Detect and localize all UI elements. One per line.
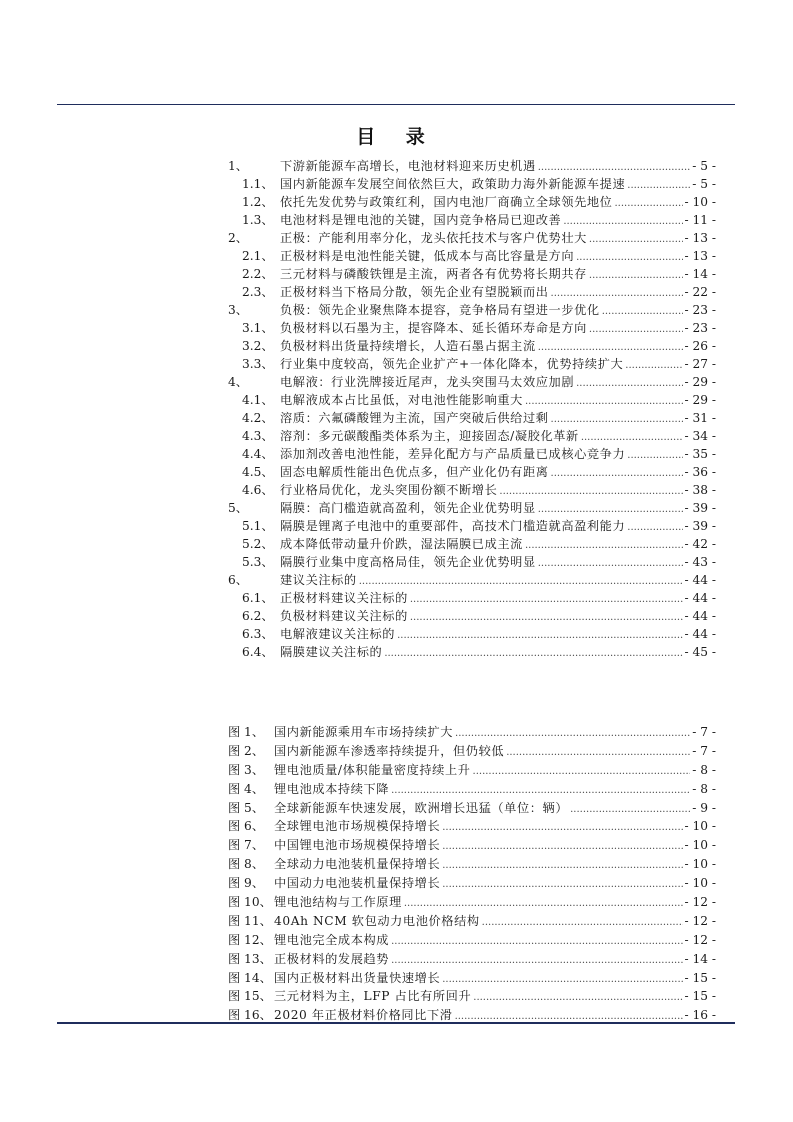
entry-title: 负极材料以石墨为主，提容降本、延长循环寿命是方向 bbox=[280, 321, 587, 335]
entry-page-number: - 7 - bbox=[692, 725, 716, 739]
entry-page-number: - 44 - bbox=[684, 573, 716, 587]
entry-number: 5.3、 bbox=[242, 555, 274, 569]
figure-entry[interactable] bbox=[228, 723, 716, 742]
entry-title: 溶质：六氟磷酸锂为主流，国产突破后供给过剩 bbox=[280, 411, 549, 425]
entry-number: 5.2、 bbox=[242, 537, 274, 551]
entry-number: 图 5、 bbox=[228, 800, 265, 815]
entry-title: 行业格局优化，龙头突围份额不断增长 bbox=[280, 483, 498, 497]
toc-entry[interactable] bbox=[242, 481, 716, 499]
figure-entry[interactable] bbox=[228, 855, 716, 874]
toc-entry[interactable] bbox=[228, 157, 716, 175]
entry-page-number: - 8 - bbox=[692, 781, 716, 796]
toc-entry[interactable] bbox=[242, 391, 716, 409]
entry-page-number: - 31 - bbox=[684, 411, 716, 425]
entry-page-number: - 12 - bbox=[684, 932, 716, 947]
entry-page-number: - 15 - bbox=[684, 989, 716, 1004]
entry-number: 4.2、 bbox=[242, 411, 274, 425]
entry-number: 4、 bbox=[228, 375, 248, 389]
entry-number: 图 4、 bbox=[228, 781, 265, 796]
toc-entry[interactable] bbox=[242, 517, 716, 535]
footer-rule bbox=[57, 1022, 735, 1024]
entry-title: 中国锂电池市场规模保持增长 bbox=[274, 838, 441, 853]
figure-entry[interactable] bbox=[228, 893, 716, 912]
entry-title: 40Ah NCM 软包动力电池价格结构 bbox=[274, 913, 480, 928]
entry-page-number: - 29 - bbox=[684, 375, 716, 389]
toc-entry[interactable] bbox=[242, 355, 716, 373]
entry-page-number: - 43 - bbox=[684, 555, 716, 569]
entry-page-number: - 35 - bbox=[684, 447, 716, 461]
entry-number: 3.3、 bbox=[242, 357, 274, 371]
entry-page-number: - 29 - bbox=[684, 393, 716, 407]
entry-number: 1、 bbox=[228, 159, 248, 173]
entry-number: 图 14、 bbox=[228, 970, 272, 985]
entry-title: 建议关注标的 bbox=[280, 573, 357, 587]
entry-title: 电解液成本占比虽低，对电池性能影响重大 bbox=[280, 393, 523, 407]
entry-number: 2.3、 bbox=[242, 285, 274, 299]
toc-entry[interactable] bbox=[242, 265, 716, 283]
entry-page-number: - 9 - bbox=[692, 800, 716, 815]
entry-title: 隔膜行业集中度高格局佳，领先企业优势明显 bbox=[280, 555, 536, 569]
entry-number: 图 9、 bbox=[228, 876, 265, 891]
entry-page-number: - 10 - bbox=[684, 819, 716, 834]
entry-page-number: - 39 - bbox=[684, 501, 716, 515]
entry-number: 图 10、 bbox=[228, 895, 272, 910]
entry-title: 隔膜是锂离子电池中的重要部件，高技术门槛造就高盈利能力 bbox=[280, 519, 626, 533]
entry-page-number: - 10 - bbox=[684, 195, 716, 209]
entry-page-number: - 26 - bbox=[684, 339, 716, 353]
entry-number: 图 6、 bbox=[228, 819, 265, 834]
entry-number: 图 16、 bbox=[228, 1008, 272, 1023]
figure-entry[interactable] bbox=[228, 761, 716, 780]
entry-title: 正极：产能利用率分化，龙头依托技术与客户优势壮大 bbox=[280, 231, 587, 245]
entry-number: 1.1、 bbox=[242, 177, 274, 191]
entry-title: 锂电池质量/体积能量密度持续上升 bbox=[274, 762, 471, 777]
toc-entry[interactable] bbox=[242, 553, 716, 571]
table-of-contents bbox=[0, 157, 793, 661]
entry-number: 1.3、 bbox=[242, 213, 274, 227]
figure-entry[interactable] bbox=[228, 931, 716, 950]
entry-number: 3.1、 bbox=[242, 321, 274, 335]
entry-title: 负极：领先企业聚焦降本提容，竞争格局有望进一步优化 bbox=[280, 303, 600, 317]
figure-entry[interactable] bbox=[228, 987, 716, 1006]
toc-entry[interactable] bbox=[242, 589, 716, 607]
entry-page-number: - 38 - bbox=[684, 483, 716, 497]
figure-entry[interactable] bbox=[228, 799, 716, 818]
toc-entry[interactable] bbox=[242, 607, 716, 625]
entry-title: 添加剂改善电池性能，差异化配方与产品质量已成核心竞争力 bbox=[280, 447, 626, 461]
entry-number: 1.2、 bbox=[242, 195, 274, 209]
entry-page-number: - 16 - bbox=[684, 1008, 716, 1023]
entry-page-number: - 42 - bbox=[684, 537, 716, 551]
entry-number: 4.3、 bbox=[242, 429, 274, 443]
header-rule bbox=[57, 104, 735, 105]
entry-title: 负极材料出货量持续增长，人造石墨占据主流 bbox=[280, 339, 536, 353]
toc-entry[interactable] bbox=[242, 445, 716, 463]
entry-number: 6、 bbox=[228, 573, 248, 587]
entry-number: 3、 bbox=[228, 303, 248, 317]
entry-title: 电解液：行业洗牌接近尾声，龙头突围马太效应加剧 bbox=[280, 375, 575, 389]
entry-page-number: - 45 - bbox=[684, 645, 716, 659]
entry-number: 图 3、 bbox=[228, 762, 265, 777]
entry-title: 锂电池结构与工作原理 bbox=[274, 895, 402, 910]
entry-page-number: - 23 - bbox=[684, 321, 716, 335]
entry-number: 3.2、 bbox=[242, 339, 274, 353]
entry-title: 固态电解质性能出色优点多，但产业化仍有距离 bbox=[280, 465, 549, 479]
entry-page-number: - 39 - bbox=[684, 519, 716, 533]
entry-number: 图 13、 bbox=[228, 951, 272, 966]
toc-entry[interactable] bbox=[228, 229, 716, 247]
entry-title: 电解液建议关注标的 bbox=[280, 627, 396, 641]
entry-page-number: - 15 - bbox=[684, 970, 716, 985]
entry-title: 成本降低带动量升价跌，湿法隔膜已成主流 bbox=[280, 537, 523, 551]
entry-number: 6.3、 bbox=[242, 627, 274, 641]
entry-title: 下游新能源车高增长，电池材料迎来历史机遇 bbox=[280, 159, 536, 173]
toc-entry[interactable] bbox=[242, 535, 716, 553]
entry-title: 全球新能源车快速发展，欧洲增长迅猛（单位：辆） bbox=[274, 800, 569, 815]
toc-entry[interactable] bbox=[242, 625, 716, 643]
figure-entry[interactable] bbox=[228, 836, 716, 855]
entry-title: 溶剂：多元碳酸酯类体系为主，迎接固态/凝胶化革新 bbox=[280, 429, 579, 443]
dot-leader bbox=[384, 645, 682, 663]
entry-number: 图 8、 bbox=[228, 857, 265, 872]
entry-page-number: - 44 - bbox=[684, 609, 716, 623]
entry-title: 2020 年正极材料价格同比下滑 bbox=[274, 1008, 453, 1023]
entry-title: 锂电池成本持续下降 bbox=[274, 781, 390, 796]
entry-page-number: - 7 - bbox=[692, 743, 716, 758]
entry-number: 4.4、 bbox=[242, 447, 274, 461]
entry-title: 隔膜建议关注标的 bbox=[280, 645, 383, 659]
entry-page-number: - 27 - bbox=[684, 357, 716, 371]
figure-entry[interactable] bbox=[228, 817, 716, 836]
entry-number: 6.4、 bbox=[242, 645, 274, 659]
entry-number: 2、 bbox=[228, 231, 248, 245]
figure-entry[interactable] bbox=[228, 912, 716, 931]
entry-title: 正极材料建议关注标的 bbox=[280, 591, 408, 605]
entry-page-number: - 10 - bbox=[684, 857, 716, 872]
entry-number: 图 1、 bbox=[228, 725, 265, 739]
toc-entry[interactable] bbox=[242, 193, 716, 211]
entry-page-number: - 12 - bbox=[684, 895, 716, 910]
entry-number: 图 12、 bbox=[228, 932, 272, 947]
entry-title: 正极材料的发展趋势 bbox=[274, 951, 390, 966]
entry-title: 隔膜：高门槛造就高盈利，领先企业优势明显 bbox=[280, 501, 536, 515]
toc-entry[interactable] bbox=[242, 409, 716, 427]
toc-entry[interactable] bbox=[242, 211, 716, 229]
toc-entry[interactable] bbox=[228, 373, 716, 391]
entry-number: 4.6、 bbox=[242, 483, 274, 497]
entry-page-number: - 14 - bbox=[684, 951, 716, 966]
entry-page-number: - 10 - bbox=[684, 876, 716, 891]
toc-entry[interactable] bbox=[228, 499, 716, 517]
entry-page-number: - 22 - bbox=[684, 285, 716, 299]
entry-title: 电池材料是锂电池的关键，国内竞争格局已迎改善 bbox=[280, 213, 562, 227]
toc-entry[interactable] bbox=[242, 337, 716, 355]
entry-number: 图 11、 bbox=[228, 913, 272, 928]
entry-title: 国内新能源车发展空间依然巨大，政策助力海外新能源车提速 bbox=[280, 177, 626, 191]
entry-title: 国内新能源乘用车市场持续扩大 bbox=[274, 725, 454, 739]
entry-page-number: - 13 - bbox=[684, 249, 716, 263]
figure-list bbox=[0, 723, 793, 1025]
entry-page-number: - 14 - bbox=[684, 267, 716, 281]
entry-number: 4.1、 bbox=[242, 393, 274, 407]
toc-entry[interactable] bbox=[242, 643, 716, 661]
toc-heading: 目 录 bbox=[356, 126, 437, 148]
entry-title: 三元材料为主，LFP 占比有所回升 bbox=[274, 989, 472, 1004]
entry-title: 全球动力电池装机量保持增长 bbox=[274, 857, 441, 872]
toc-entry[interactable] bbox=[242, 319, 716, 337]
entry-title: 三元材料与磷酸铁锂是主流，两者各有优势将长期共存 bbox=[280, 267, 587, 281]
figure-entry[interactable] bbox=[228, 874, 716, 893]
entry-number: 4.5、 bbox=[242, 465, 274, 479]
toc-entry[interactable] bbox=[242, 247, 716, 265]
entry-page-number: - 44 - bbox=[684, 627, 716, 641]
toc-entry[interactable] bbox=[242, 463, 716, 481]
entry-title: 行业集中度较高，领先企业扩产+一体化降本，优势持续扩大 bbox=[280, 357, 624, 371]
entry-page-number: - 5 - bbox=[692, 159, 716, 173]
entry-page-number: - 36 - bbox=[684, 465, 716, 479]
figure-entry[interactable] bbox=[228, 950, 716, 969]
figure-entry[interactable] bbox=[228, 742, 716, 761]
entry-page-number: - 10 - bbox=[684, 838, 716, 853]
entry-page-number: - 13 - bbox=[684, 231, 716, 245]
entry-number: 图 7、 bbox=[228, 838, 265, 853]
entry-title: 正极材料当下格局分散，领先企业有望脱颖而出 bbox=[280, 285, 549, 299]
entry-number: 2.1、 bbox=[242, 249, 274, 263]
entry-page-number: - 23 - bbox=[684, 303, 716, 317]
entry-title: 中国动力电池装机量保持增长 bbox=[274, 876, 441, 891]
figure-entry[interactable] bbox=[228, 969, 716, 988]
entry-number: 图 2、 bbox=[228, 743, 265, 758]
entry-number: 2.2、 bbox=[242, 267, 274, 281]
entry-page-number: - 5 - bbox=[692, 177, 716, 191]
toc-entry[interactable] bbox=[228, 571, 716, 589]
entry-number: 6.2、 bbox=[242, 609, 274, 623]
entry-title: 全球锂电池市场规模保持增长 bbox=[274, 819, 441, 834]
entry-title: 负极材料建议关注标的 bbox=[280, 609, 408, 623]
entry-title: 锂电池完全成本构成 bbox=[274, 932, 390, 947]
figure-entry[interactable] bbox=[228, 780, 716, 799]
toc-entry[interactable] bbox=[242, 427, 716, 445]
entry-title: 国内正极材料出货量快速增长 bbox=[274, 970, 441, 985]
toc-entry[interactable] bbox=[242, 283, 716, 301]
entry-number: 5、 bbox=[228, 501, 248, 515]
entry-number: 6.1、 bbox=[242, 591, 274, 605]
entry-page-number: - 11 - bbox=[684, 213, 716, 227]
entry-page-number: - 34 - bbox=[684, 429, 716, 443]
entry-number: 5.1、 bbox=[242, 519, 274, 533]
entry-page-number: - 8 - bbox=[692, 762, 716, 777]
entry-page-number: - 44 - bbox=[684, 591, 716, 605]
entry-title: 国内新能源车渗透率持续提升，但仍较低 bbox=[274, 743, 505, 758]
entry-number: 图 15、 bbox=[228, 989, 272, 1004]
entry-title: 正极材料是电池性能关键，低成本与高比容量是方向 bbox=[280, 249, 575, 263]
entry-page-number: - 12 - bbox=[684, 913, 716, 928]
toc-entry[interactable] bbox=[242, 175, 716, 193]
toc-entry[interactable] bbox=[228, 301, 716, 319]
dot-leader bbox=[455, 1008, 683, 1027]
entry-title: 依托先发优势与政策红利，国内电池厂商确立全球领先地位 bbox=[280, 195, 613, 209]
